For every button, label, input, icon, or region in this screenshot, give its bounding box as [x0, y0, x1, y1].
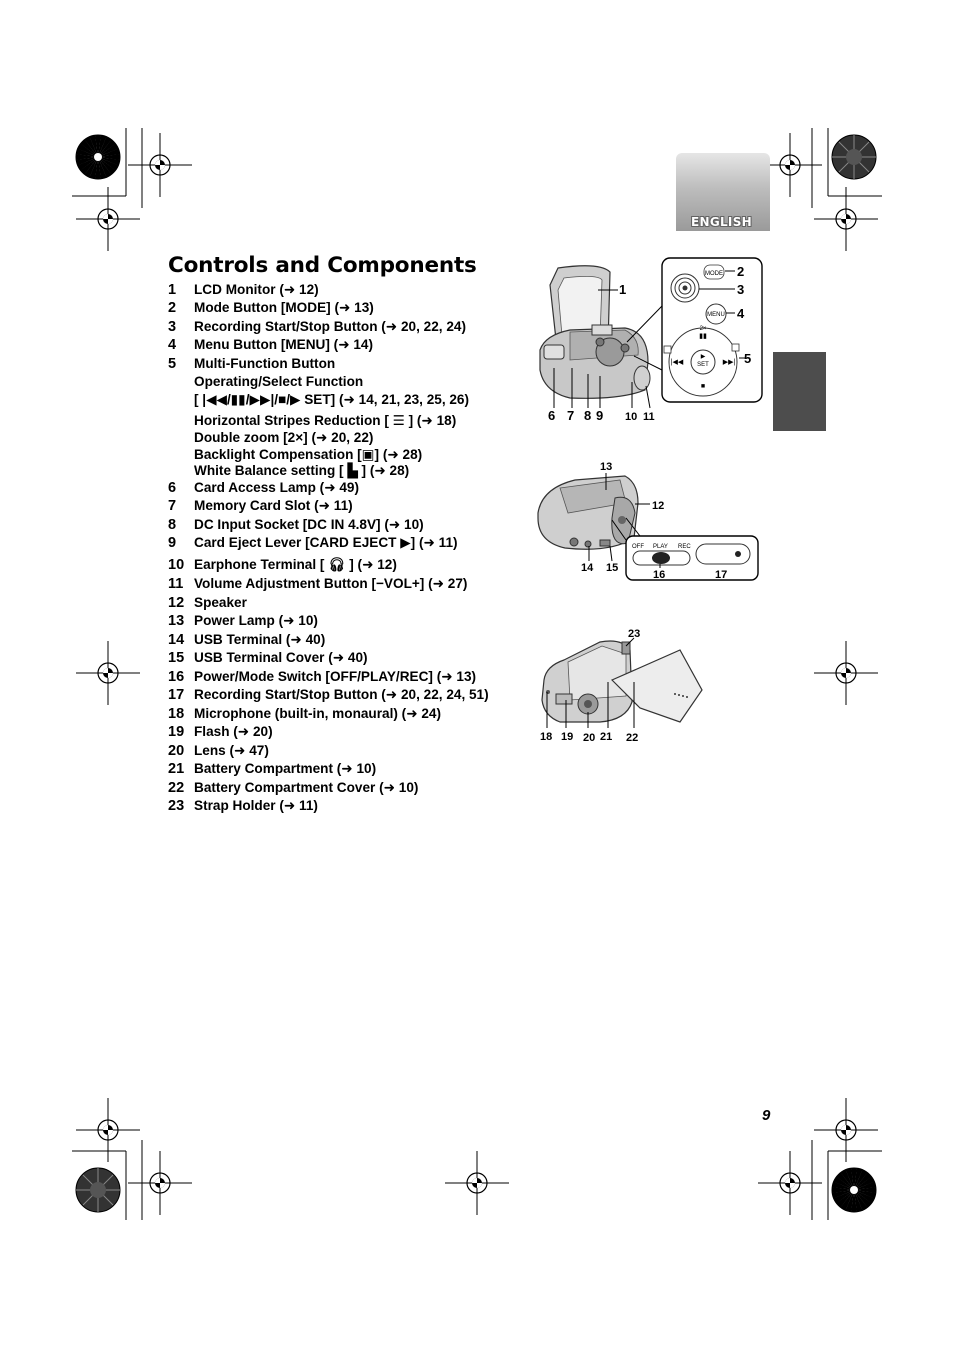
callout-21: 21 — [600, 731, 613, 743]
list-item: 9 Card Eject Lever [CARD EJECT ▶] (➜ 11) — [168, 535, 458, 551]
list-item: 19 Flash (➜ 20) — [168, 724, 273, 740]
list-item: 1 LCD Monitor (➜ 12) — [168, 282, 319, 298]
callout-15: 15 — [606, 562, 619, 574]
callout-8: 8 — [584, 408, 592, 423]
list-subitem: Operating/Select Function — [194, 374, 364, 389]
svg-text:▮▮: ▮▮ — [699, 333, 707, 340]
list-item: 20 Lens (➜ 47) — [168, 743, 269, 759]
list-subitem: White Balance setting [ ▙ ] (➜ 28) — [194, 463, 410, 478]
callout-12: 12 — [652, 500, 665, 512]
callout-7: 7 — [567, 408, 575, 423]
set-button-label: SET — [697, 362, 709, 368]
list-item: 23 Strap Holder (➜ 11) — [168, 798, 318, 814]
list-item: 2 Mode Button [MODE] (➜ 13) — [168, 300, 374, 316]
list-subitem: Horizontal Stripes Reduction [ ☰ ] (➜ 18) — [194, 413, 457, 428]
callout-14: 14 — [581, 562, 594, 574]
callout-17: 17 — [715, 569, 728, 581]
section-tab — [773, 352, 826, 431]
callout-3: 3 — [737, 282, 745, 297]
mode-button-label: MODE — [705, 271, 723, 277]
list-item: 11 Volume Adjustment Button [−VOL+] (➜ 27) — [168, 576, 468, 592]
list-item: 5 Multi-Function Button — [168, 356, 336, 372]
camera-front-illustration — [530, 250, 770, 425]
list-subitem: Double zoom [2×] (➜ 20, 22) — [194, 430, 374, 445]
list-item: 22 Battery Compartment Cover (➜ 10) — [168, 780, 419, 796]
list-item: 15 USB Terminal Cover (➜ 40) — [168, 650, 368, 666]
callout-4: 4 — [737, 306, 745, 321]
callout-22: 22 — [626, 732, 639, 744]
callout-11: 11 — [643, 411, 655, 423]
callout-16: 16 — [653, 569, 666, 581]
zoom-mark: 2× — [699, 326, 707, 332]
page-number: 9 — [762, 1107, 771, 1124]
svg-text:▶▶|: ▶▶| — [722, 359, 736, 366]
camera-battery-illustration — [530, 622, 730, 747]
callout-13: 13 — [600, 461, 613, 473]
callout-5: 5 — [744, 351, 752, 366]
list-subitem: [ |◀◀/▮▮/▶▶|/■/▶ SET] (➜ 14, 21, 23, 25, 26) — [194, 392, 470, 407]
page-title: Controls and Components — [168, 253, 477, 278]
list-item: 16 Power/Mode Switch [OFF/PLAY/REC] (➜ 13) — [168, 669, 477, 685]
switch-off-label: OFF — [632, 544, 644, 550]
list-item: 7 Memory Card Slot (➜ 11) — [168, 498, 353, 514]
callout-9: 9 — [596, 408, 604, 423]
callout-2: 2 — [737, 264, 745, 279]
list-item: 4 Menu Button [MENU] (➜ 14) — [168, 337, 374, 353]
callout-18: 18 — [540, 731, 553, 743]
list-item: 13 Power Lamp (➜ 10) — [168, 613, 318, 629]
list-item: 21 Battery Compartment (➜ 10) — [168, 761, 377, 777]
svg-text:■: ■ — [700, 383, 706, 390]
list-item: 18 Microphone (built-in, monaural) (➜ 24) — [168, 706, 442, 722]
language-tab — [676, 153, 770, 231]
svg-text:|◀◀: |◀◀ — [670, 359, 684, 366]
callout-19: 19 — [561, 731, 574, 743]
switch-play-label: PLAY — [653, 544, 668, 550]
switch-rec-label: REC — [678, 544, 691, 550]
list-item: 8 DC Input Socket [DC IN 4.8V] (➜ 10) — [168, 517, 424, 533]
list-item: 3 Recording Start/Stop Button (➜ 20, 22, 24) — [168, 319, 466, 335]
list-item: 10 Earphone Terminal [ 🎧︎ ] (➜ 12) — [168, 557, 397, 573]
language-label: ENGLISH — [691, 215, 752, 229]
callout-6: 6 — [548, 408, 556, 423]
callout-20: 20 — [583, 732, 596, 744]
callout-10: 10 — [625, 411, 638, 423]
list-item: 14 USB Terminal (➜ 40) — [168, 632, 326, 648]
camera-side-illustration — [530, 458, 770, 588]
list-item: 6 Card Access Lamp (➜ 49) — [168, 480, 360, 496]
svg-text:▶: ▶ — [700, 354, 706, 360]
list-item: 17 Recording Start/Stop Button (➜ 20, 22, 24, 51) — [168, 687, 489, 703]
menu-button-label: MENU — [707, 312, 725, 318]
list-item: 12 Speaker — [168, 595, 247, 611]
callout-1: 1 — [619, 282, 627, 297]
callout-23: 23 — [628, 628, 641, 640]
list-subitem: Backlight Compensation [▣] (➜ 28) — [194, 447, 423, 462]
